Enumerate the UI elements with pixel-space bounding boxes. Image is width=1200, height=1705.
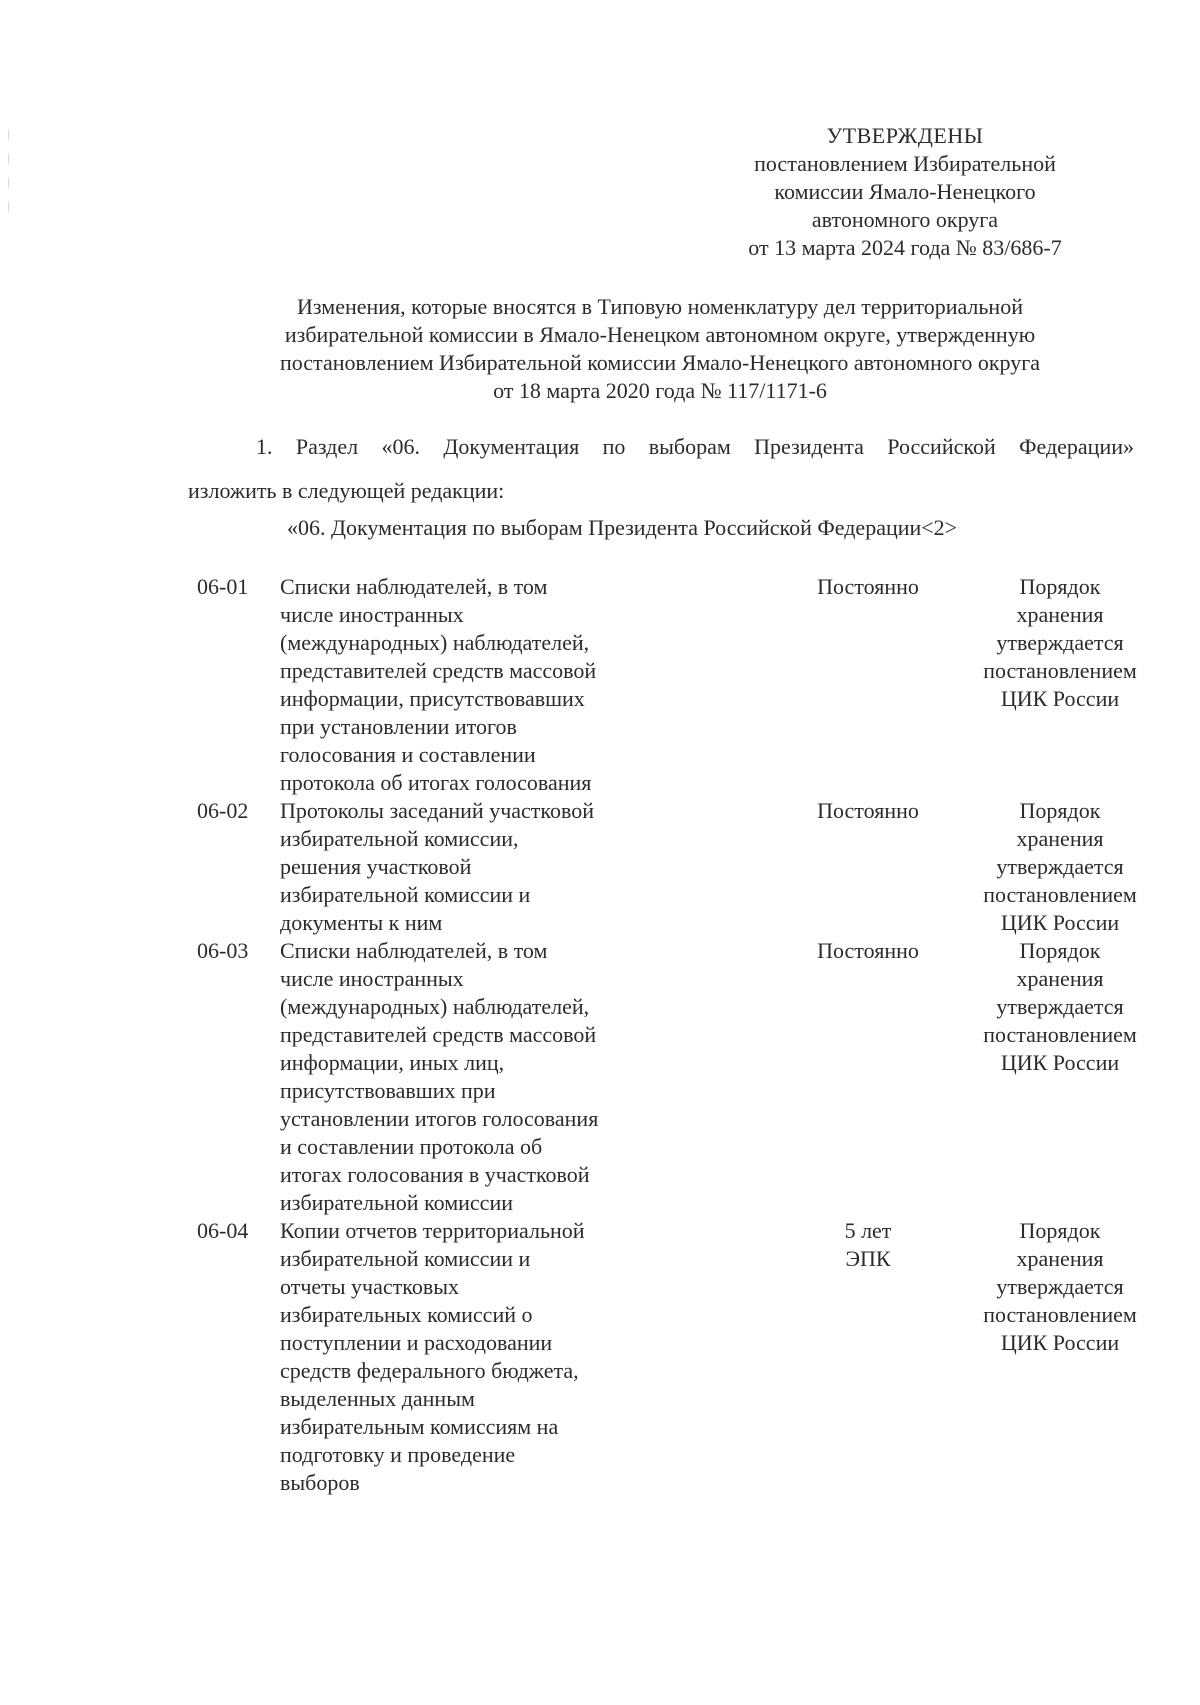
description-line: Копии отчетов территориальной: [280, 1218, 585, 1243]
description-line: числе иностранных: [280, 966, 464, 991]
approval-line: комиссии Ямало-Ненецкого: [774, 179, 1036, 204]
item-note: [960, 573, 1160, 713]
term-line: ЭПК: [845, 1246, 891, 1271]
description-line: избирательной комиссии: [280, 1190, 513, 1215]
title-line: избирательной комиссии в Ямало-Ненецком автономном округе, утвержденную: [284, 322, 1036, 347]
item-note: [960, 797, 1160, 937]
note-line: Порядок: [1019, 938, 1101, 963]
description-line: числе иностранных: [280, 602, 464, 627]
note-line: утверждается: [996, 994, 1124, 1019]
item-description: [280, 937, 640, 1217]
note-line: постановлением: [983, 1022, 1137, 1047]
description-line: информации, иных лиц,: [280, 1050, 505, 1075]
scan-margin-marks: [8, 130, 10, 250]
description-line: Протоколы заседаний участковой: [280, 798, 594, 823]
note-line: Порядок: [1019, 798, 1101, 823]
section-title: «06. Документация по выборам Президента Российской Федерации<2>: [287, 515, 958, 540]
document-title: [200, 293, 1120, 405]
approval-stamp: [680, 122, 1130, 262]
description-line: при установлении итогов: [280, 714, 517, 739]
note-line: постановлением: [983, 658, 1137, 683]
description-line: избирательных комиссий о: [280, 1302, 533, 1327]
item-note: [960, 937, 1160, 1077]
note-line: ЦИК России: [1000, 686, 1120, 711]
note-line: постановлением: [983, 882, 1137, 907]
description-line: информации, присутствовавших: [280, 686, 585, 711]
term-line: Постоянно: [817, 938, 919, 963]
title-line: Изменения, которые вносятся в Типовую номенклатуру дел территориальной: [297, 294, 1023, 319]
note-line: Порядок: [1019, 1218, 1101, 1243]
item-code: 06-01: [197, 574, 249, 599]
description-line: (международных) наблюдателей,: [280, 630, 590, 655]
note-line: утверждается: [996, 630, 1124, 655]
title-line: постановлением Избирательной комиссии Ямало-Ненецкого автономного округа: [279, 350, 1041, 375]
description-line: и составлении протокола об: [280, 1134, 543, 1159]
description-line: представителей средств массовой: [280, 658, 597, 683]
note-line: утверждается: [996, 1274, 1124, 1299]
note-line: хранения: [1016, 826, 1104, 851]
approval-date-number: от 13 марта 2024 года № 83/686-7: [748, 235, 1062, 260]
description-line: выделенных данным: [280, 1386, 475, 1411]
approval-line: постановлением Избирательной: [754, 151, 1056, 176]
approval-heading: УТВЕРЖДЕНЫ: [826, 123, 984, 148]
term-line: 5 лет: [844, 1218, 892, 1243]
paragraph-line-2: изложить в следующей редакции:: [188, 478, 505, 503]
description-line: выборов: [280, 1470, 360, 1495]
description-line: установлении итогов голосования: [280, 1106, 599, 1131]
description-line: представителей средств массовой: [280, 1022, 597, 1047]
description-line: (международных) наблюдателей,: [280, 994, 590, 1019]
description-line: поступлении и расходовании: [280, 1330, 553, 1355]
description-line: решения участковой: [280, 854, 472, 879]
item-description: [280, 797, 640, 937]
description-line: голосования и составлении: [280, 742, 536, 767]
description-line: подготовку и проведение: [280, 1442, 516, 1467]
note-line: хранения: [1016, 602, 1104, 627]
note-line: хранения: [1016, 966, 1104, 991]
description-line: избирательной комиссии,: [280, 826, 519, 851]
description-line: присутствовавших при: [280, 1078, 496, 1103]
term-line: Постоянно: [817, 574, 919, 599]
description-line: Списки наблюдателей, в том: [280, 574, 548, 599]
item-description: [280, 573, 640, 797]
note-line: хранения: [1016, 1246, 1104, 1271]
description-line: документы к ним: [280, 910, 443, 935]
description-line: избирательной комиссии и: [280, 1246, 531, 1271]
note-line: постановлением: [983, 1302, 1137, 1327]
item-code: 06-02: [197, 798, 249, 823]
description-line: отчеты участковых: [280, 1274, 459, 1299]
retention-term: [798, 797, 938, 825]
approval-line: автономного округа: [811, 207, 999, 232]
retention-term: [798, 573, 938, 601]
title-line: от 18 марта 2020 года № 117/1171-6: [493, 378, 827, 403]
note-line: ЦИК России: [1000, 1050, 1120, 1075]
paragraph-line-1: 1. Раздел «06. Документация по выборам Президента Российской Федерации»: [256, 434, 1134, 459]
term-line: Постоянно: [817, 798, 919, 823]
item-note: [960, 1217, 1160, 1357]
description-line: итогах голосования в участковой: [280, 1162, 590, 1187]
description-line: средств федерального бюджета,: [280, 1358, 579, 1383]
item-description: [280, 1217, 640, 1497]
note-line: ЦИК России: [1000, 910, 1120, 935]
item-code: 06-04: [197, 1218, 249, 1243]
retention-term: [798, 1217, 938, 1273]
description-line: избирательной комиссии и: [280, 882, 531, 907]
description-line: Списки наблюдателей, в том: [280, 938, 548, 963]
item-code: 06-03: [197, 938, 249, 963]
retention-term: [798, 937, 938, 965]
description-line: избирательным комиссиям на: [280, 1414, 559, 1439]
description-line: протокола об итогах голосования: [280, 770, 592, 795]
note-line: утверждается: [996, 854, 1124, 879]
note-line: Порядок: [1019, 574, 1101, 599]
note-line: ЦИК России: [1000, 1330, 1120, 1355]
